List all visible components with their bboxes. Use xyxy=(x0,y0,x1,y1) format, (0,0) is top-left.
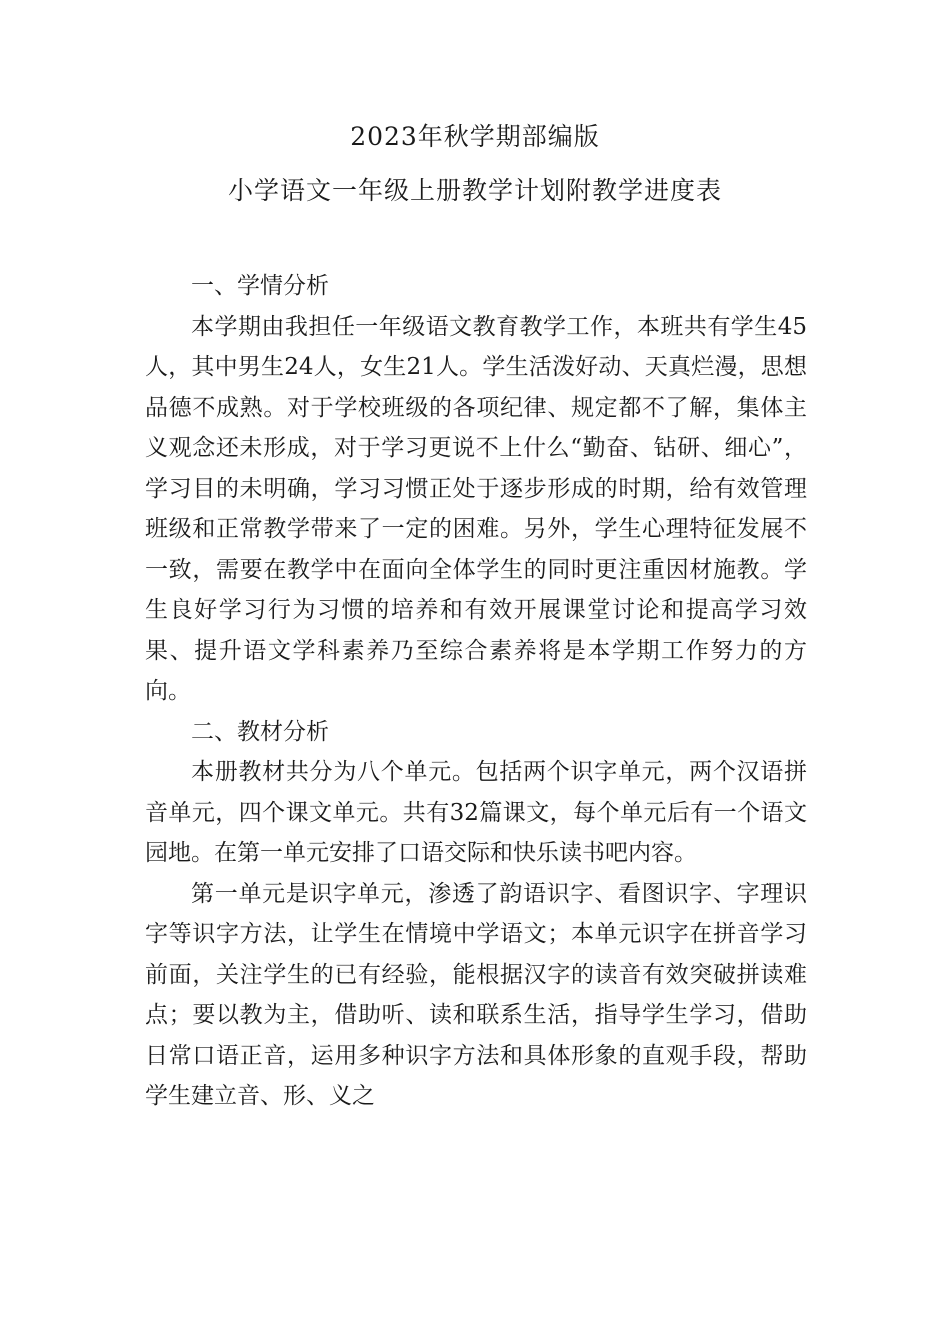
paragraph-learning-analysis: 本学期由我担任一年级语文教育教学工作，本班共有学生45人，其中男生24人，女生21人。学生活泼好动、天真烂漫，思想品德不成熟。对于学校班级的各项纪律、规定都不了解，集体主义观念还未形成，对于学习更说不上什么“勤奋、钻研、细心”，学习目的未明确，学习习惯正处于逐步形成的时期，给有效管理班级和正常教学带来了一定的困难。另外，学生心理特征发展不一致，需要在教学中在面向全体学生的同时更注重因材施教。学生良好学习行为习惯的培养和有效开展课堂讨论和提高学习效果、提升语文学科素养乃至综合素养将是本学期工作努力的方向。 xyxy=(145,313,807,704)
paragraph-textbook-overview: 本册教材共分为八个单元。包括两个识字单元，两个汉语拼音单元，四个课文单元。共有32篇课文，每个单元后有一个语文园地。在第一单元安排了口语交际和快乐读书吧内容。 xyxy=(145,759,807,866)
paragraph-unit-one: 第一单元是识字单元，渗透了韵语识字、看图识字、字理识字等识字方法，让学生在情境中学语文；本单元识字在拼音学习前面，关注学生的已有经验，能根据汉字的读音有效突破拼读难点；要以教为主，借助听、读和联系生活，指导学生学习，借助日常口语正音，运用多种识字方法和具体形象的直观手段，帮助学生建立音、形、义之 xyxy=(145,880,807,1109)
document-title-line-2: 小学语文一年级上册教学计划附教学进度表 xyxy=(227,176,722,205)
document-title-line-1: 2023年秋学期部编版 xyxy=(350,122,600,151)
section-heading-learning-analysis: 一、学情分析 xyxy=(191,273,329,299)
document-body xyxy=(145,266,807,1117)
section-heading-textbook-analysis: 二、教材分析 xyxy=(191,718,329,745)
